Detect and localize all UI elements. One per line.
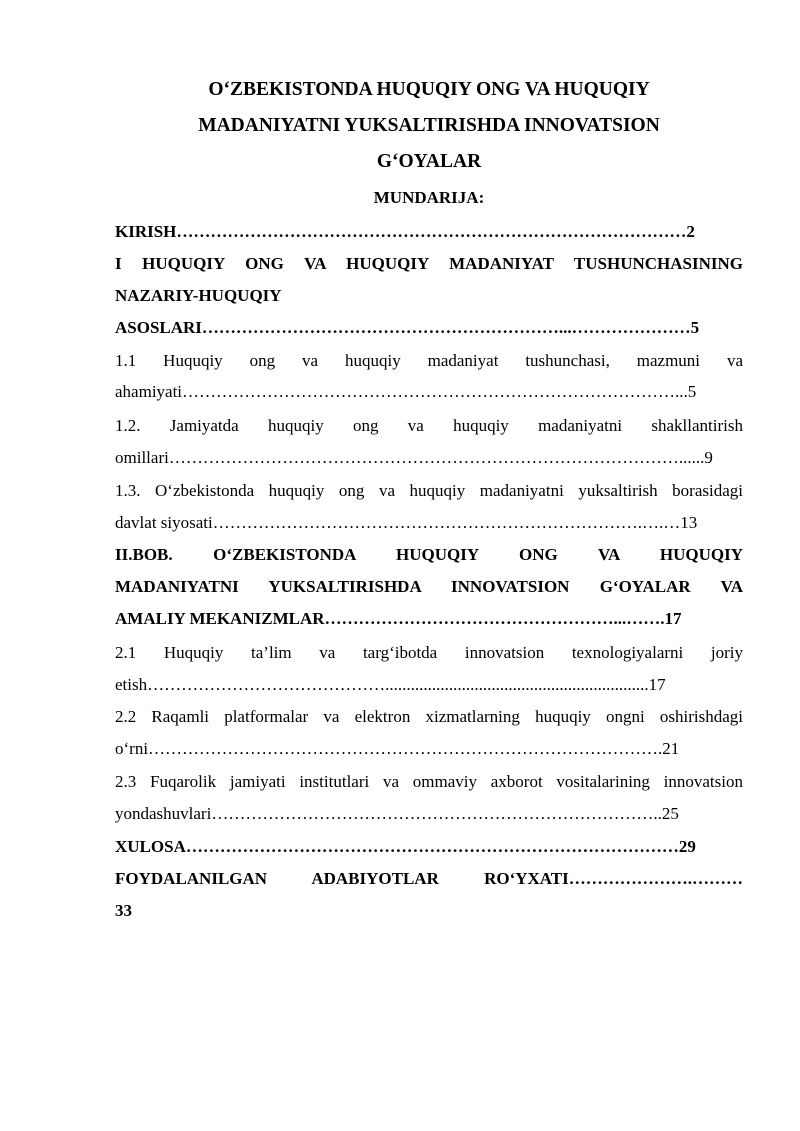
toc-chapter-2-line-3: AMALIY MEKANIZMLAR……………………………………………...…….17 <box>115 609 682 628</box>
toc-chapter-2-line-1: II.BOB. O‘ZBEKISTONDA HUQUQIY ONG VA HUQUQIY <box>115 545 743 564</box>
document-title-line-2: MADANIYATNI YUKSALTIRISHDA INNOVATSION <box>198 115 660 136</box>
document-title-line-3: G‘OYALAR <box>376 151 482 172</box>
toc-entry-1-1-line-1: 1.1 Huquqiy ong va huquqiy madaniyat tushunchasi, mazmuni va <box>115 351 743 370</box>
toc-entry-1-3-line-2: davlat siyosati………………………………………………………………….….…13 <box>115 513 698 532</box>
toc-entry-1-2-line-1: 1.2. Jamiyatda huquqiy ong va huquqiy madaniyatni shakllantirish <box>115 416 743 435</box>
document-title-line-1: O‘ZBEKISTONDA HUQUQIY ONG VA HUQUQIY <box>208 79 650 100</box>
toc-entry-2-2-line-2: o‘rni……………………………………………………………………………….21 <box>115 739 680 758</box>
toc-entry-1-1-line-2: ahamiyati……………………………………………………………………………...5 <box>115 382 697 401</box>
toc-entry-2-3-line-1: 2.3 Fuqarolik jamiyati institutlari va ommaviy axborot vositalarining innovatsion <box>115 772 743 791</box>
toc-chapter-1-line-3: ASOSLARI………………………………………………………...…………………5 <box>115 318 700 337</box>
toc-entry-2-3-line-2: yondashuvlari……………………………………………………………………..25 <box>115 804 679 823</box>
toc-chapter-1-line-1: I HUQUQIY ONG VA HUQUQIY MADANIYAT TUSHUNCHASINING <box>115 254 743 273</box>
contents-heading: MUNDARIJA: <box>373 188 485 207</box>
toc-entry-references-line-2: 33 <box>115 901 132 920</box>
toc-entry-1-2-line-2: omillari………………………………………………………………………………......9 <box>115 448 713 467</box>
toc-entry-1-3-line-1: 1.3. O‘zbekistonda huquqiy ong va huquqiy madaniyatni yuksaltirish borasidagi <box>115 481 743 500</box>
toc-chapter-2-line-2: MADANIYATNI YUKSALTIRISHDA INNOVATSION G‘OYALAR VA <box>115 577 743 596</box>
toc-entry-references-line-1: FOYDALANILGAN ADABIYOTLAR RO‘YXATI………………….……… <box>115 869 743 888</box>
toc-entry-conclusion: XULOSA……………………………………………………………………………29 <box>115 837 696 856</box>
toc-entry-introduction: KIRISH………………………………………………………………………………2 <box>115 222 695 241</box>
toc-entry-2-1-line-2: etish……………………………………..............................................................17 <box>115 675 666 694</box>
toc-chapter-1-line-2: NAZARIY-HUQUQIY <box>115 286 282 305</box>
toc-entry-2-2-line-1: 2.2 Raqamli platformalar va elektron xizmatlarning huquqiy ongni oshirishdagi <box>115 707 743 726</box>
toc-entry-2-1-line-1: 2.1 Huquqiy ta’lim va targ‘ibotda innovatsion texnologiyalarni joriy <box>115 643 743 662</box>
